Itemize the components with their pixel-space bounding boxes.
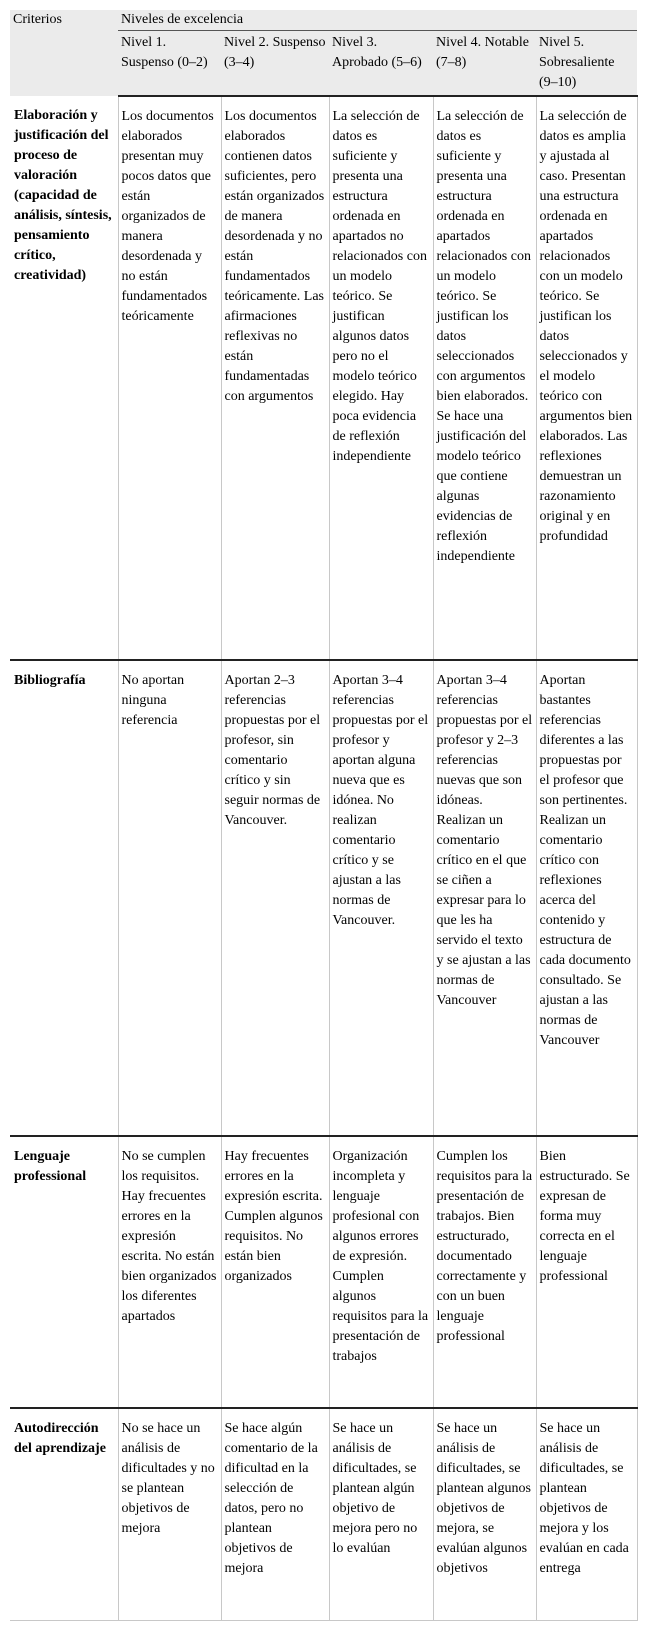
level-cell: Se hace un análisis de dificultades, se plantean algunos objetivos de mejora, se evalúan algunos objetivos <box>433 1408 536 1620</box>
table-row <box>10 1136 637 1408</box>
table-body <box>10 96 637 1620</box>
level-cell: La selección de datos es amplia y ajustada al caso. Presentan una estructura ordenada en apartados relacionados con un modelo teórico. Se justifican los datos seleccionados y el modelo teórico con argumentos bien elaborados. Las reflexiones demuestran un razonamiento original y en profundidad <box>536 96 637 660</box>
level-cell: Se hace algún comentario de la dificultad en la selección de datos, pero no plantean objetivos de mejora <box>221 1408 329 1620</box>
niveles-group-header: Niveles de excelencia <box>118 10 637 31</box>
table-header <box>10 10 637 96</box>
rubric-table-container <box>10 10 637 1621</box>
level-cell: Bien estructurado. Se expresan de forma muy correcta en el lenguaje professional <box>536 1136 637 1408</box>
level-cell: Aportan bastantes referencias diferentes a las propuestas por el profesor que son pertinentes. Realizan un comentario crítico con reflexiones acerca del contenido y estructura de cada documento consultado. Se ajustan a las normas de Vancouver <box>536 660 637 1136</box>
level-cell: Los documentos elaborados contienen datos suficientes, pero están organizados de manera desordenada y no están fundamentados teóricamente. Las afirmaciones reflexivas no están fundamentadas con argumentos <box>221 96 329 660</box>
level-2-header: Nivel 2. Suspenso (3–4) <box>221 31 329 97</box>
level-5-header: Nivel 5. Sobresaliente (9–10) <box>536 31 637 97</box>
rubric-table <box>10 10 638 1621</box>
level-cell: La selección de datos es suficiente y presenta una estructura ordenada en apartados no relacionados con un modelo teórico. Se justifican algunos datos pero no el modelo teórico elegido. Hay poca evidencia de reflexión independiente <box>329 96 433 660</box>
level-cell: Organización incompleta y lenguaje profesional con algunos errores de expresión. Cumplen algunos requisitos para la presentación de trabajos <box>329 1136 433 1408</box>
criterion-cell: Bibliografía <box>14 673 86 688</box>
level-3-header: Nivel 3. Aprobado (5–6) <box>329 31 433 97</box>
level-1-header: Nivel 1. Suspenso (0–2) <box>118 31 221 97</box>
level-cell: No se hace un análisis de dificultades y no se plantean objetivos de mejora <box>118 1408 221 1620</box>
criterion-cell: Lenguaje professional <box>14 1149 87 1184</box>
criterion-cell: Autodirección del aprendizaje <box>14 1421 106 1456</box>
table-row <box>10 1408 637 1620</box>
level-cell: No aportan ninguna referencia <box>118 660 221 1136</box>
level-cell: Aportan 2–3 referencias propuestas por el profesor, sin comentario crítico y sin seguir normas de Vancouver. <box>221 660 329 1136</box>
header-row-groups <box>10 10 637 31</box>
level-cell: No se cumplen los requisitos. Hay frecuentes errores en la expresión escrita. No están bien organizados los diferentes apartados <box>118 1136 221 1408</box>
level-cell: Hay frecuentes errores en la expresión escrita. Cumplen algunos requisitos. No están bien organizados <box>221 1136 329 1408</box>
criterios-header: Criterios <box>10 10 118 96</box>
level-cell: La selección de datos es suficiente y presenta una estructura ordenada en apartados relacionados con un modelo teórico. Se justifican los datos seleccionados con argumentos bien elaborados. Se hace una justificación del modelo teórico que contiene algunas evidencias de reflexión independiente <box>433 96 536 660</box>
table-row <box>10 96 637 660</box>
criterion-cell: Elaboración y justificación del proceso de valoración (capacidad de análisis, síntesis, pensamiento crítico, creatividad) <box>14 108 112 283</box>
level-cell: Aportan 3–4 referencias propuestas por el profesor y aportan alguna nueva que es idónea. No realizan comentario crítico y se ajustan a las normas de Vancouver. <box>329 660 433 1136</box>
level-4-header: Nivel 4. Notable (7–8) <box>433 31 536 97</box>
level-cell: Aportan 3–4 referencias propuestas por el profesor y 2–3 referencias nuevas que son idóneas. Realizan un comentario crítico en el que se ciñen a expresar para lo que les ha servido el texto y se ajustan a las normas de Vancouver <box>433 660 536 1136</box>
level-cell: Se hace un análisis de dificultades, se plantean objetivos de mejora y los evalúan en cada entrega <box>536 1408 637 1620</box>
level-cell: Cumplen los requisitos para la presentación de trabajos. Bien estructurado, documentado correctamente y con un buen lenguaje professional <box>433 1136 536 1408</box>
level-cell: Se hace un análisis de dificultades, se plantean algún objetivo de mejora pero no lo evalúan <box>329 1408 433 1620</box>
table-row <box>10 660 637 1136</box>
level-cell: Los documentos elaborados presentan muy pocos datos que están organizados de manera desordenada y no están fundamentados teóricamente <box>118 96 221 660</box>
